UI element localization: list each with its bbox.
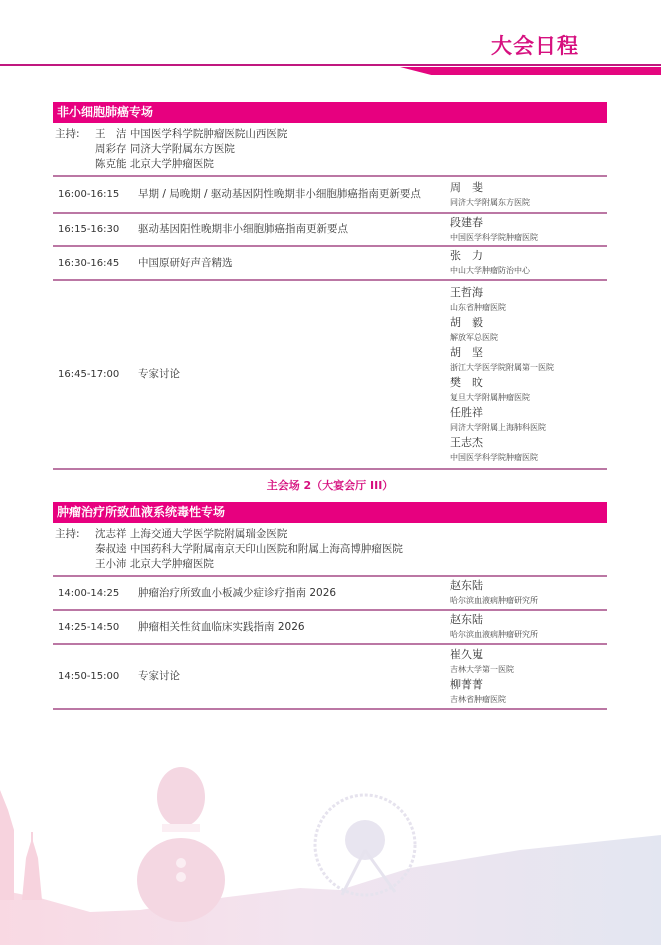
- speaker-name: 张 力: [450, 249, 483, 262]
- speaker-name: 赵东陆: [450, 613, 483, 626]
- header-rule: [0, 64, 661, 66]
- snowman-silhouette-icon: [137, 767, 225, 922]
- host-entry: 王小沛 北京大学肿瘤医院: [95, 558, 214, 570]
- row-time: 14:25-14:50: [58, 621, 120, 633]
- background-scene-icon: [0, 740, 661, 945]
- speaker-name: 柳菁菁: [450, 677, 483, 691]
- speaker-name: 赵东陆: [450, 579, 483, 592]
- speaker-name: 王志杰: [450, 435, 483, 449]
- speaker-name: 周 斐: [450, 180, 483, 194]
- session-hosts: [53, 123, 607, 175]
- row-time: 14:00-14:25: [58, 587, 120, 599]
- row-time: 16:00-16:15: [58, 189, 120, 200]
- speaker-org: 复旦大学附属肿瘤医院: [450, 392, 530, 402]
- session-hosts: [53, 523, 607, 575]
- row-time: 14:50-15:00: [58, 671, 120, 682]
- speaker-org: 同济大学附属上海肺科医院: [450, 422, 546, 432]
- row-speakers: [448, 248, 607, 278]
- page-title: 大会日程: [491, 34, 579, 58]
- row-speakers: [448, 285, 607, 465]
- speaker-org: 吉林省肿瘤医院: [450, 694, 506, 704]
- hosts-label: 主持:: [55, 528, 80, 540]
- speaker-name: 崔久嵬: [450, 647, 483, 661]
- speaker-org: 哈尔滨血液病肿瘤研究所: [450, 596, 538, 605]
- schedule-row: [53, 281, 607, 468]
- speaker-org: 浙江大学医学院附属第一医院: [450, 362, 554, 372]
- speaker-org: 同济大学附属东方医院: [450, 197, 530, 207]
- host-entry: 王 洁 中国医学科学院肿瘤医院山西医院: [95, 128, 288, 140]
- schedule-row: [53, 214, 607, 245]
- row-topic: 肿瘤治疗所致血小板减少症诊疗指南 2026: [138, 586, 337, 599]
- speaker-org: 解放军总医院: [450, 332, 498, 342]
- schedule-row: [53, 645, 607, 708]
- ferris-wheel-silhouette-icon: [315, 795, 415, 895]
- hosts-label: 主持:: [55, 128, 80, 140]
- hosts-list: [95, 127, 287, 172]
- schedule-row: [53, 247, 607, 279]
- speaker-org: 山东省肿瘤医院: [450, 302, 506, 312]
- host-entry: 陈克能 北京大学肿瘤医院: [95, 158, 214, 170]
- row-time: 16:15-16:30: [58, 224, 120, 235]
- church-silhouette-icon: [0, 790, 42, 900]
- host-entry: 沈志祥 上海交通大学医学院附属瑞金医院: [95, 528, 288, 540]
- row-topic: 中国原研好声音精选: [138, 256, 233, 269]
- page-header: [0, 0, 661, 90]
- speaker-org: 中国医学科学院肿瘤医院: [450, 452, 538, 462]
- row-speakers: [448, 215, 607, 245]
- row-speakers: [448, 180, 607, 210]
- speaker-name: 胡 毅: [450, 315, 483, 329]
- row-speakers: [448, 647, 607, 707]
- row-topic: 驱动基因阳性晚期非小细胞肺癌指南更新要点: [138, 223, 348, 235]
- row-speakers: [448, 578, 607, 608]
- row-topic: 专家讨论: [138, 670, 180, 682]
- venue-label: 主会场 2（大宴会厅 III）: [266, 479, 394, 492]
- speaker-org: 中国医学科学院肿瘤医院: [450, 232, 538, 242]
- schedule-row: [53, 177, 607, 212]
- schedule: [53, 102, 607, 710]
- speaker-name: 胡 坚: [450, 345, 483, 359]
- schedule-row: [53, 611, 607, 643]
- speaker-name: 任胜祥: [450, 405, 483, 419]
- speaker-org: 中山大学肿瘤防治中心: [450, 266, 530, 275]
- row-time: 16:30-16:45: [58, 257, 120, 269]
- speaker-name: 樊 旼: [450, 375, 483, 389]
- row-divider: [53, 708, 607, 710]
- row-speakers: [448, 612, 607, 642]
- speaker-org: 吉林大学第一医院: [450, 664, 514, 674]
- session-title-bar: 肿瘤治疗所致血液系统毒性专场: [53, 502, 607, 523]
- speaker-name: 王哲海: [450, 285, 483, 299]
- schedule-row: [53, 577, 607, 609]
- hosts-list: [95, 527, 403, 572]
- host-entry: 秦叔逵 中国药科大学附属南京天印山医院和附属上海高博肿瘤医院: [95, 543, 403, 555]
- row-topic: 肿瘤相关性贫血临床实践指南 2026: [138, 620, 305, 633]
- host-entry: 周彩存 同济大学附属东方医院: [95, 143, 235, 155]
- session-title-bar: 非小细胞肺癌专场: [53, 102, 607, 123]
- speaker-name: 段建春: [450, 215, 483, 229]
- row-topic: 专家讨论: [138, 368, 180, 380]
- row-time: 16:45-17:00: [58, 369, 120, 380]
- header-accent-bar: [400, 67, 661, 75]
- speaker-org: 哈尔滨血液病肿瘤研究所: [450, 630, 538, 639]
- row-topic: 早期 / 局晚期 / 驱动基因阴性晚期非小细胞肺癌指南更新要点: [138, 188, 421, 200]
